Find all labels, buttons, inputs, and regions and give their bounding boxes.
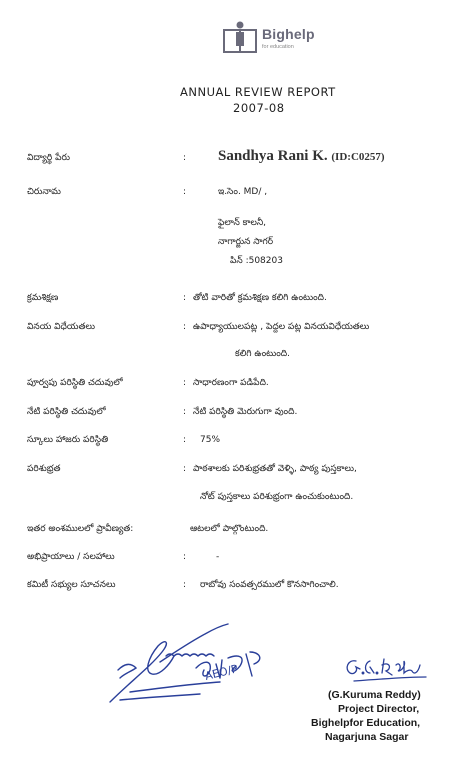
report-year: 2007-08 [233,101,285,115]
director-name: (G.Kuruma Reddy) [328,689,421,701]
courtesy-colon: : [183,322,187,332]
previous-status-label: పూర్వపు పరిస్థితి చదువులో [27,378,123,388]
address-colon: : [183,187,187,197]
discipline-colon: : [183,293,187,303]
address-line-2: ఫైలాన్ కాలనీ, [218,218,267,228]
logo-tagline: for education [262,44,294,50]
student-name: Sandhya Rani K. [218,148,328,164]
attendance-value: 75% [200,435,221,445]
address-label: చిరునామ [27,187,61,197]
director-signature [340,655,430,685]
student-name-label: విద్యార్థి పేరు [27,153,70,163]
committee-label: కమిటీ సభ్యుల సూచనలు [27,580,116,590]
courtesy-line-1: ఉపాధ్యాయులపట్ల , పెద్దల పట్ల వినయవిధేయతలు [193,322,370,332]
current-status-label: నేటి పరిస్థితి చదువులో [27,407,106,417]
director-title-2: Bighelpfor Education, [311,717,421,729]
aeo-stamp-text: AEO/P [203,662,240,683]
book-person-icon [222,20,258,54]
discipline-label: క్రమశిక్షణ [27,293,59,303]
cleanliness-colon: : [183,464,187,474]
previous-status-colon: : [183,378,187,388]
opinions-value: - [216,552,220,562]
director-title-3: Nagarjuna Sagar [325,731,409,743]
logo-brand: Bighelp [262,26,315,42]
student-name-value [218,148,385,165]
address-line-4: పిన్ :508203 [230,256,283,266]
other-activities-label: ఇతర అంశములలో ప్రావీణ్యత: [27,524,134,534]
other-activities-value: ఆటలలో పాల్గొంటుంది. [190,524,269,534]
address-line-1: ఇ.సెం. MD/ , [218,187,268,197]
student-id: (ID:C0257) [331,151,385,163]
cleanliness-label: పరిశుభ్రత [27,464,61,474]
opinions-label: అభిప్రాయాలు / సలహాలు [27,552,115,562]
address-line-3: నాగార్జున సాగర్ [218,237,274,247]
aeo-signature [100,612,270,712]
cleanliness-line-2: నోట్ పుస్తకాలు పరిశుభ్రంగా ఉంచుకుంటుంది. [200,492,354,502]
current-status-colon: : [183,407,187,417]
current-status-value: నేటి పరిస్థితి మెరుగుగా వుంది. [193,407,298,417]
courtesy-label: వినయ విధేయతలు [27,322,95,332]
director-title-1: Project Director, [338,703,420,715]
attendance-label: స్కూలు హాజరు పరిస్థితి [27,435,109,445]
courtesy-line-2: కలిగి ఉంటుంది. [235,349,290,359]
previous-status-value: సాధారణంగా పడిపేది. [193,378,269,388]
report-title: ANNUAL REVIEW REPORT [180,85,336,99]
committee-value: రాబోవు సంవత్సరములో కొనసాగించాలి. [200,580,339,590]
attendance-colon: : [183,435,187,445]
opinions-colon: : [183,552,187,562]
discipline-value: తోటి వారితో క్రమశిక్షణ కలిగి ఉంటుంది. [193,293,327,303]
director-signature-text: G.K. Reddy [340,655,346,656]
committee-colon: : [183,580,187,590]
cleanliness-line-1: పాఠశాలకు పరిశుభ్రతతో వెళ్ళి, పాఠ్య పుస్తకాలు, [193,464,357,474]
bighelp-logo [222,20,342,56]
student-name-colon: : [183,153,187,163]
